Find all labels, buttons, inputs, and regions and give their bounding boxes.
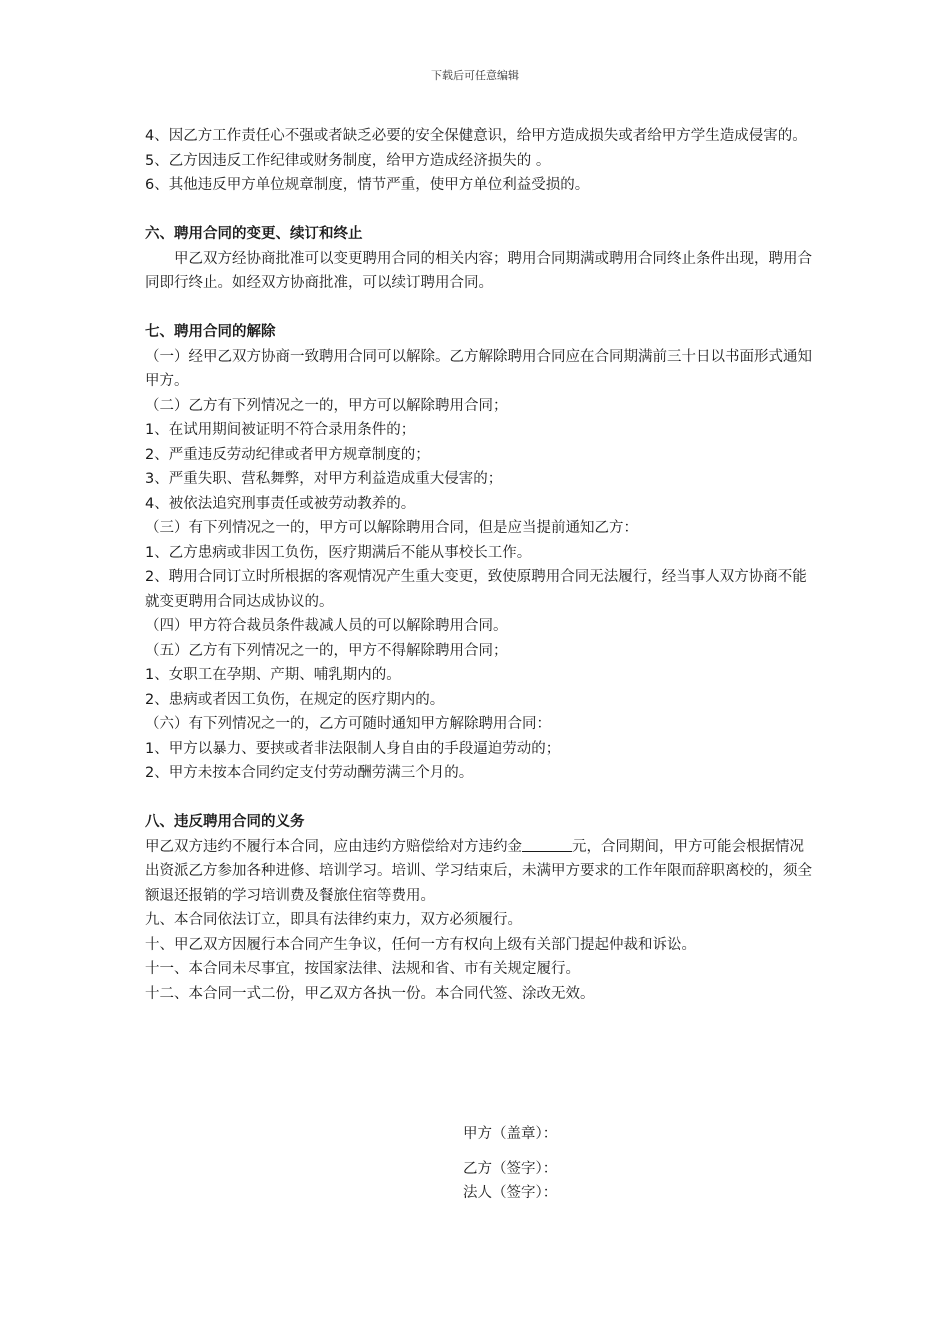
- clause-5-item-6: 6、其他违反甲方单位规章制度，情节严重，使甲方单位利益受损的。: [145, 177, 590, 193]
- section-7-line: （一）经甲乙双方协商一致聘用合同可以解除。乙方解除聘用合同应在合同期满前三十日以书面形式通知甲方。: [145, 348, 812, 389]
- spacer: [145, 296, 815, 321]
- section-7-line: 1、在试用期间被证明不符合录用条件的；: [145, 422, 416, 438]
- contract-body: [145, 124, 815, 1006]
- section-8-body: [145, 835, 815, 909]
- section-7-line: （四）甲方符合裁员条件裁减人员的可以解除聘用合同。: [145, 618, 508, 634]
- penalty-amount-blank: [522, 837, 572, 852]
- clause-11: 十一、本合同未尽事宜，按国家法律、法规和省、市有关规定履行。: [145, 961, 580, 977]
- section-7-line: （三）有下列情况之一的，甲方可以解除聘用合同，但是应当提前通知乙方：: [145, 520, 638, 536]
- section-6-body: 甲乙双方经协商批准可以变更聘用合同的相关内容；聘用合同期满或聘用合同终止条件出现，聘用合同即行终止。如经双方协商批准，可以续订聘用合同。: [145, 250, 812, 291]
- section-7-line: 4、被依法追究刑事责任或被劳动教养的。: [145, 495, 416, 512]
- section-7-line: 2、患病或者因工负伤，在规定的医疗期内的。: [145, 691, 445, 708]
- section-7-line: （六）有下列情况之一的，乙方可随时通知甲方解除聘用合同：: [145, 716, 551, 732]
- section-7-line: 1、乙方患病或非因工负伤，医疗期满后不能从事校长工作。: [145, 544, 532, 561]
- section-6-title: 六、聘用合同的变更、续订和终止: [145, 226, 363, 242]
- spacer: [145, 786, 815, 811]
- section-8-title: 八、违反聘用合同的义务: [145, 814, 305, 830]
- section-7-line: 3、严重失职、营私舞弊，对甲方利益造成重大侵害的；: [145, 471, 503, 487]
- spacer: [145, 198, 815, 223]
- section-8-body-start: 甲乙双方违约不履行本合同，应由违约方赔偿给对方违约金: [145, 838, 522, 855]
- page-header: 下载后可任意编辑: [431, 69, 519, 82]
- clause-5-item-4: 4、因乙方工作责任心不强或者缺乏必要的安全保健意识，给甲方造成损失或者给甲方学生造成侵害的。: [145, 128, 807, 144]
- party-a-seal-line: 甲方（盖章）：: [463, 1126, 558, 1142]
- legal-rep-signature-line: 法人（签字）：: [463, 1185, 558, 1201]
- section-7-title: 七、聘用合同的解除: [145, 324, 276, 340]
- section-7-line: 1、女职工在孕期、产期、哺乳期内的。: [145, 667, 401, 683]
- clause-12: 十二、本合同一式二份，甲乙双方各执一份。本合同代签、涂改无效。: [145, 985, 595, 1002]
- section-7-line: 1、甲方以暴力、要挟或者非法限制人身自由的手段逼迫劳动的；: [145, 740, 561, 757]
- party-b-signature-line: 乙方（签字）：: [463, 1161, 558, 1177]
- clause-9: 九、本合同依法订立，即具有法律约束力，双方必须履行。: [145, 912, 522, 928]
- section-7-line: 2、甲方未按本合同约定支付劳动酬劳满三个月的。: [145, 765, 474, 781]
- section-7-line: 2、严重违反劳动纪律或者甲方规章制度的；: [145, 446, 430, 463]
- clause-10: 十、甲乙双方因履行本合同产生争议，任何一方有权向上级有关部门提起仲裁和诉讼。: [145, 936, 696, 953]
- clause-5-item-5: 5、乙方因违反工作纪律或财务制度，给甲方造成经济损失的 。: [145, 152, 551, 169]
- section-7-line: （五）乙方有下列情况之一的，甲方不得解除聘用合同；: [145, 642, 508, 659]
- section-8-body-end: 元，合同期间，甲方可能会根据情况出资派乙方参加各种进修、培训学习。培训、学习结束后，未满甲方要求的工作年限而辞职离校的，须全额退还报销的学习培训费及餐旅住宿等费用。: [145, 838, 812, 904]
- section-7-line: （二）乙方有下列情况之一的，甲方可以解除聘用合同；: [145, 397, 508, 414]
- section-7-line: 2、聘用合同订立时所根据的客观情况产生重大变更，致使原聘用合同无法履行，经当事人双方协商不能就变更聘用合同达成协议的。: [145, 569, 807, 610]
